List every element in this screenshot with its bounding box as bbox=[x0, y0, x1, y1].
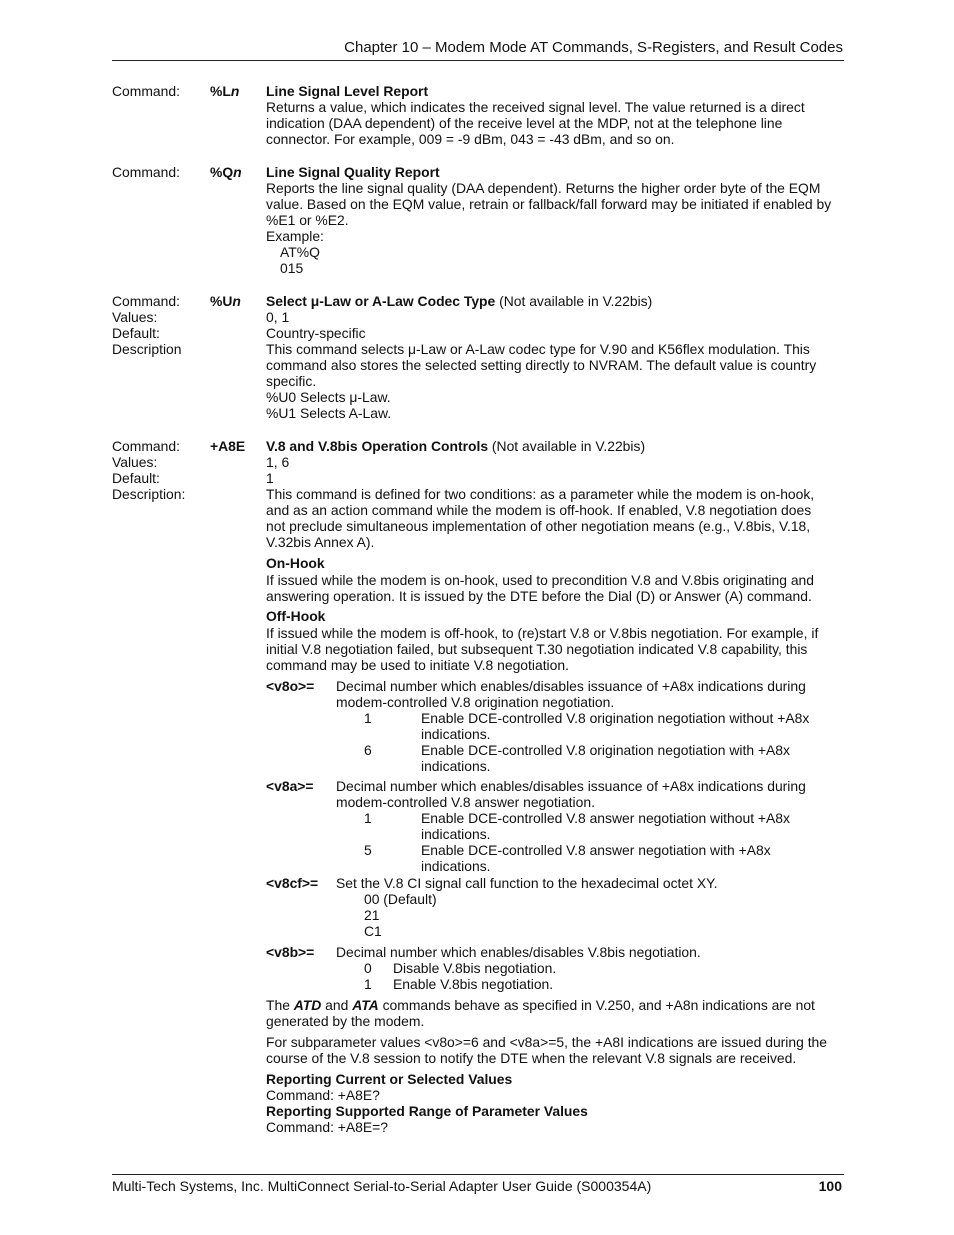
command-label: Command: bbox=[112, 293, 180, 309]
param-desc-line: modem-controlled V.8 answer negotiation. bbox=[336, 794, 595, 810]
label-column-un bbox=[112, 293, 181, 357]
a8e-default: 1 bbox=[266, 470, 274, 486]
un-line: specific. bbox=[266, 373, 317, 389]
param-v8b-label: <v8b>= bbox=[266, 944, 315, 960]
option-line: Enable DCE-controlled V.8 answer negotiation with +A8x bbox=[421, 842, 771, 858]
ln-line: connector. For example, 009 = -9 dBm, 043 = -43 dBm, and so on. bbox=[266, 131, 675, 147]
qn-title: Line Signal Quality Report bbox=[266, 164, 440, 180]
option-text bbox=[421, 742, 844, 774]
description-label: Description: bbox=[112, 486, 186, 502]
param-v8o-label: <v8o>= bbox=[266, 678, 315, 694]
v8cf-value: 00 (Default) bbox=[364, 891, 437, 907]
reporting-range-command: Command: +A8E=? bbox=[266, 1119, 388, 1135]
qn-section bbox=[266, 164, 844, 276]
param-v8cf-desc: Set the V.8 CI signal call function to the hexadecimal octet XY. bbox=[336, 875, 718, 891]
a8e-desc-line: and as an action command while the modem is off-hook. If enabled, V.8 negotiation does bbox=[266, 502, 812, 518]
option-line: Enable DCE-controlled V.8 origination negotiation without +A8x bbox=[421, 710, 810, 726]
un-line: %U0 Selects μ-Law. bbox=[266, 389, 391, 405]
offhook-section bbox=[266, 608, 844, 673]
option-line: indications. bbox=[421, 758, 491, 774]
option-num: 5 bbox=[364, 842, 372, 858]
option-num: 1 bbox=[364, 810, 372, 826]
values-label: Values: bbox=[112, 309, 158, 325]
subparameter-paragraph bbox=[266, 1034, 844, 1066]
reporting-range-title: Reporting Supported Range of Parameter Values bbox=[266, 1103, 588, 1119]
onhook-title: On-Hook bbox=[266, 555, 325, 571]
qn-line: Reports the line signal quality (DAA dependent). Returns the higher order byte of the EQM bbox=[266, 180, 821, 196]
option-line: Enable DCE-controlled V.8 answer negotiation without +A8x bbox=[421, 810, 790, 826]
param-desc-line: Decimal number which enables/disables issuance of +A8x indications during bbox=[336, 778, 806, 794]
option-text bbox=[421, 710, 844, 742]
onhook-line: answering operation. It is issued by the DTE before the Dial (D) or Answer (A) command. bbox=[266, 588, 812, 604]
ln-title: Line Signal Level Report bbox=[266, 83, 429, 99]
values-label: Values: bbox=[112, 454, 158, 470]
v8cf-values bbox=[364, 891, 437, 939]
ln-line: Returns a value, which indicates the received signal level. The value returned is a direct bbox=[266, 99, 805, 115]
para-text: commands behave as specified in V.250, and +A8n indications are not bbox=[378, 997, 815, 1013]
reporting-current-command: Command: +A8E? bbox=[266, 1087, 380, 1103]
command-label: Command: bbox=[112, 438, 180, 454]
command-label: Command: bbox=[112, 83, 180, 99]
ln-line: indication (DAA dependent) of the receive level at the MDP, not at the telephone line bbox=[266, 115, 783, 131]
un-values: 0, 1 bbox=[266, 309, 290, 325]
option-num: 0 bbox=[364, 960, 372, 976]
option-line: Enable DCE-controlled V.8 origination negotiation with +A8x bbox=[421, 742, 790, 758]
option-line: indications. bbox=[421, 726, 491, 742]
para-text: generated by the modem. bbox=[266, 1013, 425, 1029]
default-label: Default: bbox=[112, 325, 160, 341]
option-num: 1 bbox=[364, 976, 372, 992]
param-v8b-desc: Decimal number which enables/disables V.8bis negotiation. bbox=[336, 944, 701, 960]
a8e-desc-line: This command is defined for two conditions: as a parameter while the modem is on-hook, bbox=[266, 486, 815, 502]
offhook-line: command may be used to initiate V.8 negotiation. bbox=[266, 657, 569, 673]
footer-text: Multi-Tech Systems, Inc. MultiConnect Serial-to-Serial Adapter User Guide (S000354A) bbox=[112, 1178, 652, 1194]
label-column-a8e bbox=[112, 438, 185, 502]
ata-command: ATA bbox=[352, 997, 379, 1013]
qn-example-line: AT%Q bbox=[280, 244, 320, 260]
qn-line: %E1 or %E2. bbox=[266, 212, 349, 228]
a8e-title: V.8 and V.8bis Operation Controls bbox=[266, 438, 489, 454]
para-text: The bbox=[266, 997, 294, 1013]
atd-ata-paragraph bbox=[266, 997, 844, 1029]
param-v8a-label: <v8a>= bbox=[266, 778, 314, 794]
v8cf-value: C1 bbox=[364, 923, 382, 939]
option-text bbox=[421, 810, 844, 842]
offhook-line: initial V.8 negotiation failed, but subsequent T.30 negotiation indicated V.8 capability, this bbox=[266, 641, 808, 657]
onhook-line: If issued while the modem is on-hook, used to precondition V.8 and V.8bis originating and bbox=[266, 572, 815, 588]
option-text: Enable V.8bis negotiation. bbox=[393, 976, 554, 992]
un-line: This command selects μ-Law or A-Law codec type for V.90 and K56flex modulation. This bbox=[266, 341, 810, 357]
default-label: Default: bbox=[112, 470, 160, 486]
qn-line: value. Based on the EQM value, retrain or fallback/fall forward may be initiated if enabled by bbox=[266, 196, 832, 212]
un-line: command also stores the selected setting directly to NVRAM. The default value is country bbox=[266, 357, 817, 373]
un-title: Select μ-Law or A-Law Codec Type bbox=[266, 293, 496, 309]
un-default: Country-specific bbox=[266, 325, 366, 341]
ln-section bbox=[266, 83, 844, 147]
command-code-un: %Un bbox=[210, 293, 241, 309]
un-section bbox=[266, 293, 844, 421]
a8e-desc-line: V.32bis Annex A). bbox=[266, 534, 375, 550]
param-v8cf-label: <v8cf>= bbox=[266, 875, 319, 891]
reporting-section bbox=[266, 1071, 844, 1135]
option-line: indications. bbox=[421, 858, 491, 874]
param-desc-line: modem-controlled V.8 origination negotiation. bbox=[336, 694, 615, 710]
para-text: and bbox=[321, 997, 353, 1013]
footer-rule bbox=[112, 1174, 844, 1175]
command-code-ln: %Ln bbox=[210, 83, 240, 99]
atd-command: ATD bbox=[293, 997, 322, 1013]
a8e-desc-line: not preclude simultaneous implementation of other negotiation means (e.g., V.8bis, V.18, bbox=[266, 518, 811, 534]
param-desc-line: Decimal number which enables/disables issuance of +A8x indications during bbox=[336, 678, 806, 694]
a8e-values: 1, 6 bbox=[266, 454, 290, 470]
command-code-a8e: +A8E bbox=[210, 438, 246, 454]
page-number: 100 bbox=[818, 1178, 842, 1194]
command-label: Command: bbox=[112, 164, 180, 180]
para-line: course of the V.8 session to notify the DTE when the relevant V.8 signals are received. bbox=[266, 1050, 797, 1066]
un-line: %U1 Selects A-Law. bbox=[266, 405, 392, 421]
param-v8o-desc bbox=[336, 678, 844, 710]
v8cf-value: 21 bbox=[364, 907, 380, 923]
para-line: For subparameter values <v8o>=6 and <v8a>=5, the +A8I indications are issued during the bbox=[266, 1034, 828, 1050]
option-line: indications. bbox=[421, 826, 491, 842]
reporting-current-title: Reporting Current or Selected Values bbox=[266, 1071, 513, 1087]
option-num: 1 bbox=[364, 710, 372, 726]
option-text bbox=[421, 842, 844, 874]
qn-example-line: 015 bbox=[280, 260, 304, 276]
offhook-line: If issued while the modem is off-hook, to (re)start V.8 or V.8bis negotiation. For example, if bbox=[266, 625, 819, 641]
option-num: 6 bbox=[364, 742, 372, 758]
description-label: Description bbox=[112, 341, 182, 357]
qn-line: Example: bbox=[266, 228, 324, 244]
onhook-section bbox=[266, 555, 844, 604]
page-header: Chapter 10 – Modem Mode AT Commands, S-Registers, and Result Codes bbox=[344, 39, 843, 56]
a8e-header bbox=[266, 438, 844, 550]
option-text: Disable V.8bis negotiation. bbox=[393, 960, 557, 976]
command-code-qn: %Qn bbox=[210, 164, 242, 180]
param-v8a-desc bbox=[336, 778, 844, 810]
offhook-title: Off-Hook bbox=[266, 608, 326, 624]
un-note: (Not available in V.22bis) bbox=[495, 293, 653, 309]
header-rule bbox=[112, 60, 844, 61]
a8e-note: (Not available in V.22bis) bbox=[488, 438, 646, 454]
